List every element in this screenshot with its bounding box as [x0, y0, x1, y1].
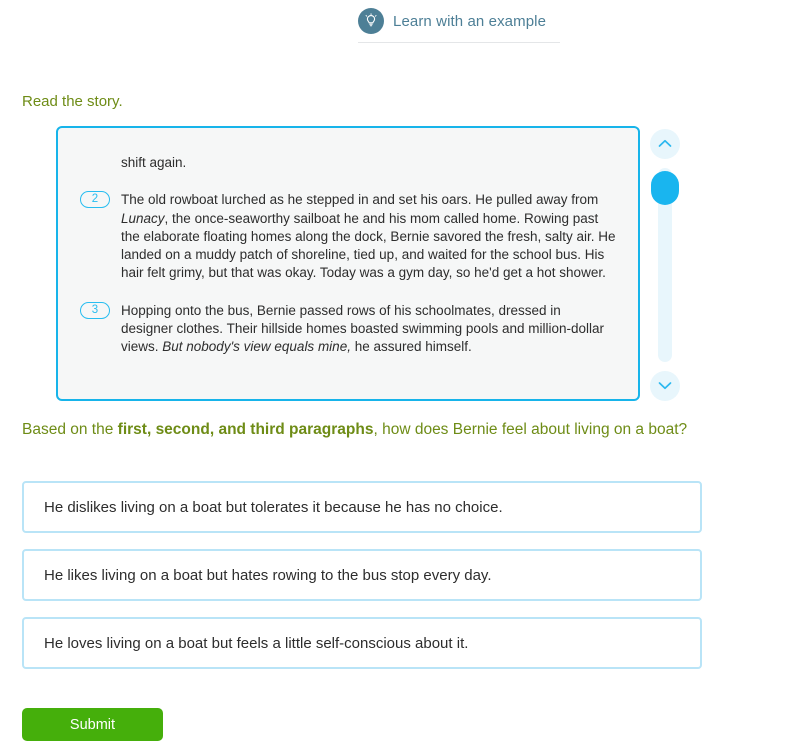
answer-choice-label: He likes living on a boat but hates rowing to the bus stop every day. [44, 566, 492, 584]
answer-choice-label: He loves living on a boat but feels a little self-conscious about it. [44, 634, 469, 652]
learn-with-example-link[interactable] [358, 8, 546, 34]
story-scrollbar[interactable] [650, 129, 680, 401]
scroll-up-button[interactable] [650, 129, 680, 159]
story-paragraph [80, 302, 616, 357]
paragraph-text: he assured himself. [350, 339, 472, 355]
answer-choice[interactable] [22, 617, 702, 669]
paragraph-text: Hopping onto the bus, Bernie passed rows of his schoolmates, dressed in designer clothes. Their hillside homes boasted swimming pools and million-dollar views. [121, 302, 604, 355]
scroll-down-button[interactable] [650, 371, 680, 401]
answer-choice[interactable] [22, 549, 702, 601]
story-scroll-region[interactable] [56, 126, 640, 401]
paragraph-number-badge: 3 [80, 302, 110, 319]
lightbulb-icon [358, 8, 384, 34]
chevron-up-icon [658, 135, 672, 153]
chevron-down-icon [658, 377, 672, 395]
scrollbar-thumb[interactable] [651, 171, 679, 205]
question-text: Based on the [22, 421, 118, 438]
story-paragraph [80, 154, 616, 172]
example-header [0, 0, 786, 52]
paragraph-text: The old rowboat lurched as he stepped in and set his oars. He pulled away from [121, 192, 599, 208]
paragraph-text: shift again. [121, 155, 187, 170]
directions-text: Read the story. [22, 93, 123, 110]
paragraph-number-badge: 2 [80, 191, 110, 208]
answer-choice-list [22, 481, 702, 685]
paragraph-text: , the once-seaworthy sailboat he and his mom called home. Rowing past the elaborate floating homes along the dock, Bernie savored the fresh, salty air. He landed on a muddy patch of shoreline, tied up, and waited for the school bus. His hair felt grimy, but that was okay. Today was a gym day, so he'd get a hot shower. [121, 210, 616, 281]
story-passage [56, 126, 640, 401]
answer-choice-label: He dislikes living on a boat but tolerates it because he has no choice. [44, 498, 503, 516]
submit-button[interactable]: Submit [22, 708, 163, 741]
question-prompt [22, 419, 772, 441]
question-text: , how does Bernie feel about living on a boat? [373, 421, 688, 438]
header-divider [358, 42, 560, 43]
italic-text: But nobody's view equals mine, [162, 339, 351, 355]
answer-choice[interactable] [22, 481, 702, 533]
header-label: Learn with an example [393, 12, 547, 30]
story-paragraph [80, 191, 616, 282]
question-emphasis: first, second, and third paragraphs [117, 421, 374, 438]
italic-text: Lunacy [121, 210, 165, 226]
